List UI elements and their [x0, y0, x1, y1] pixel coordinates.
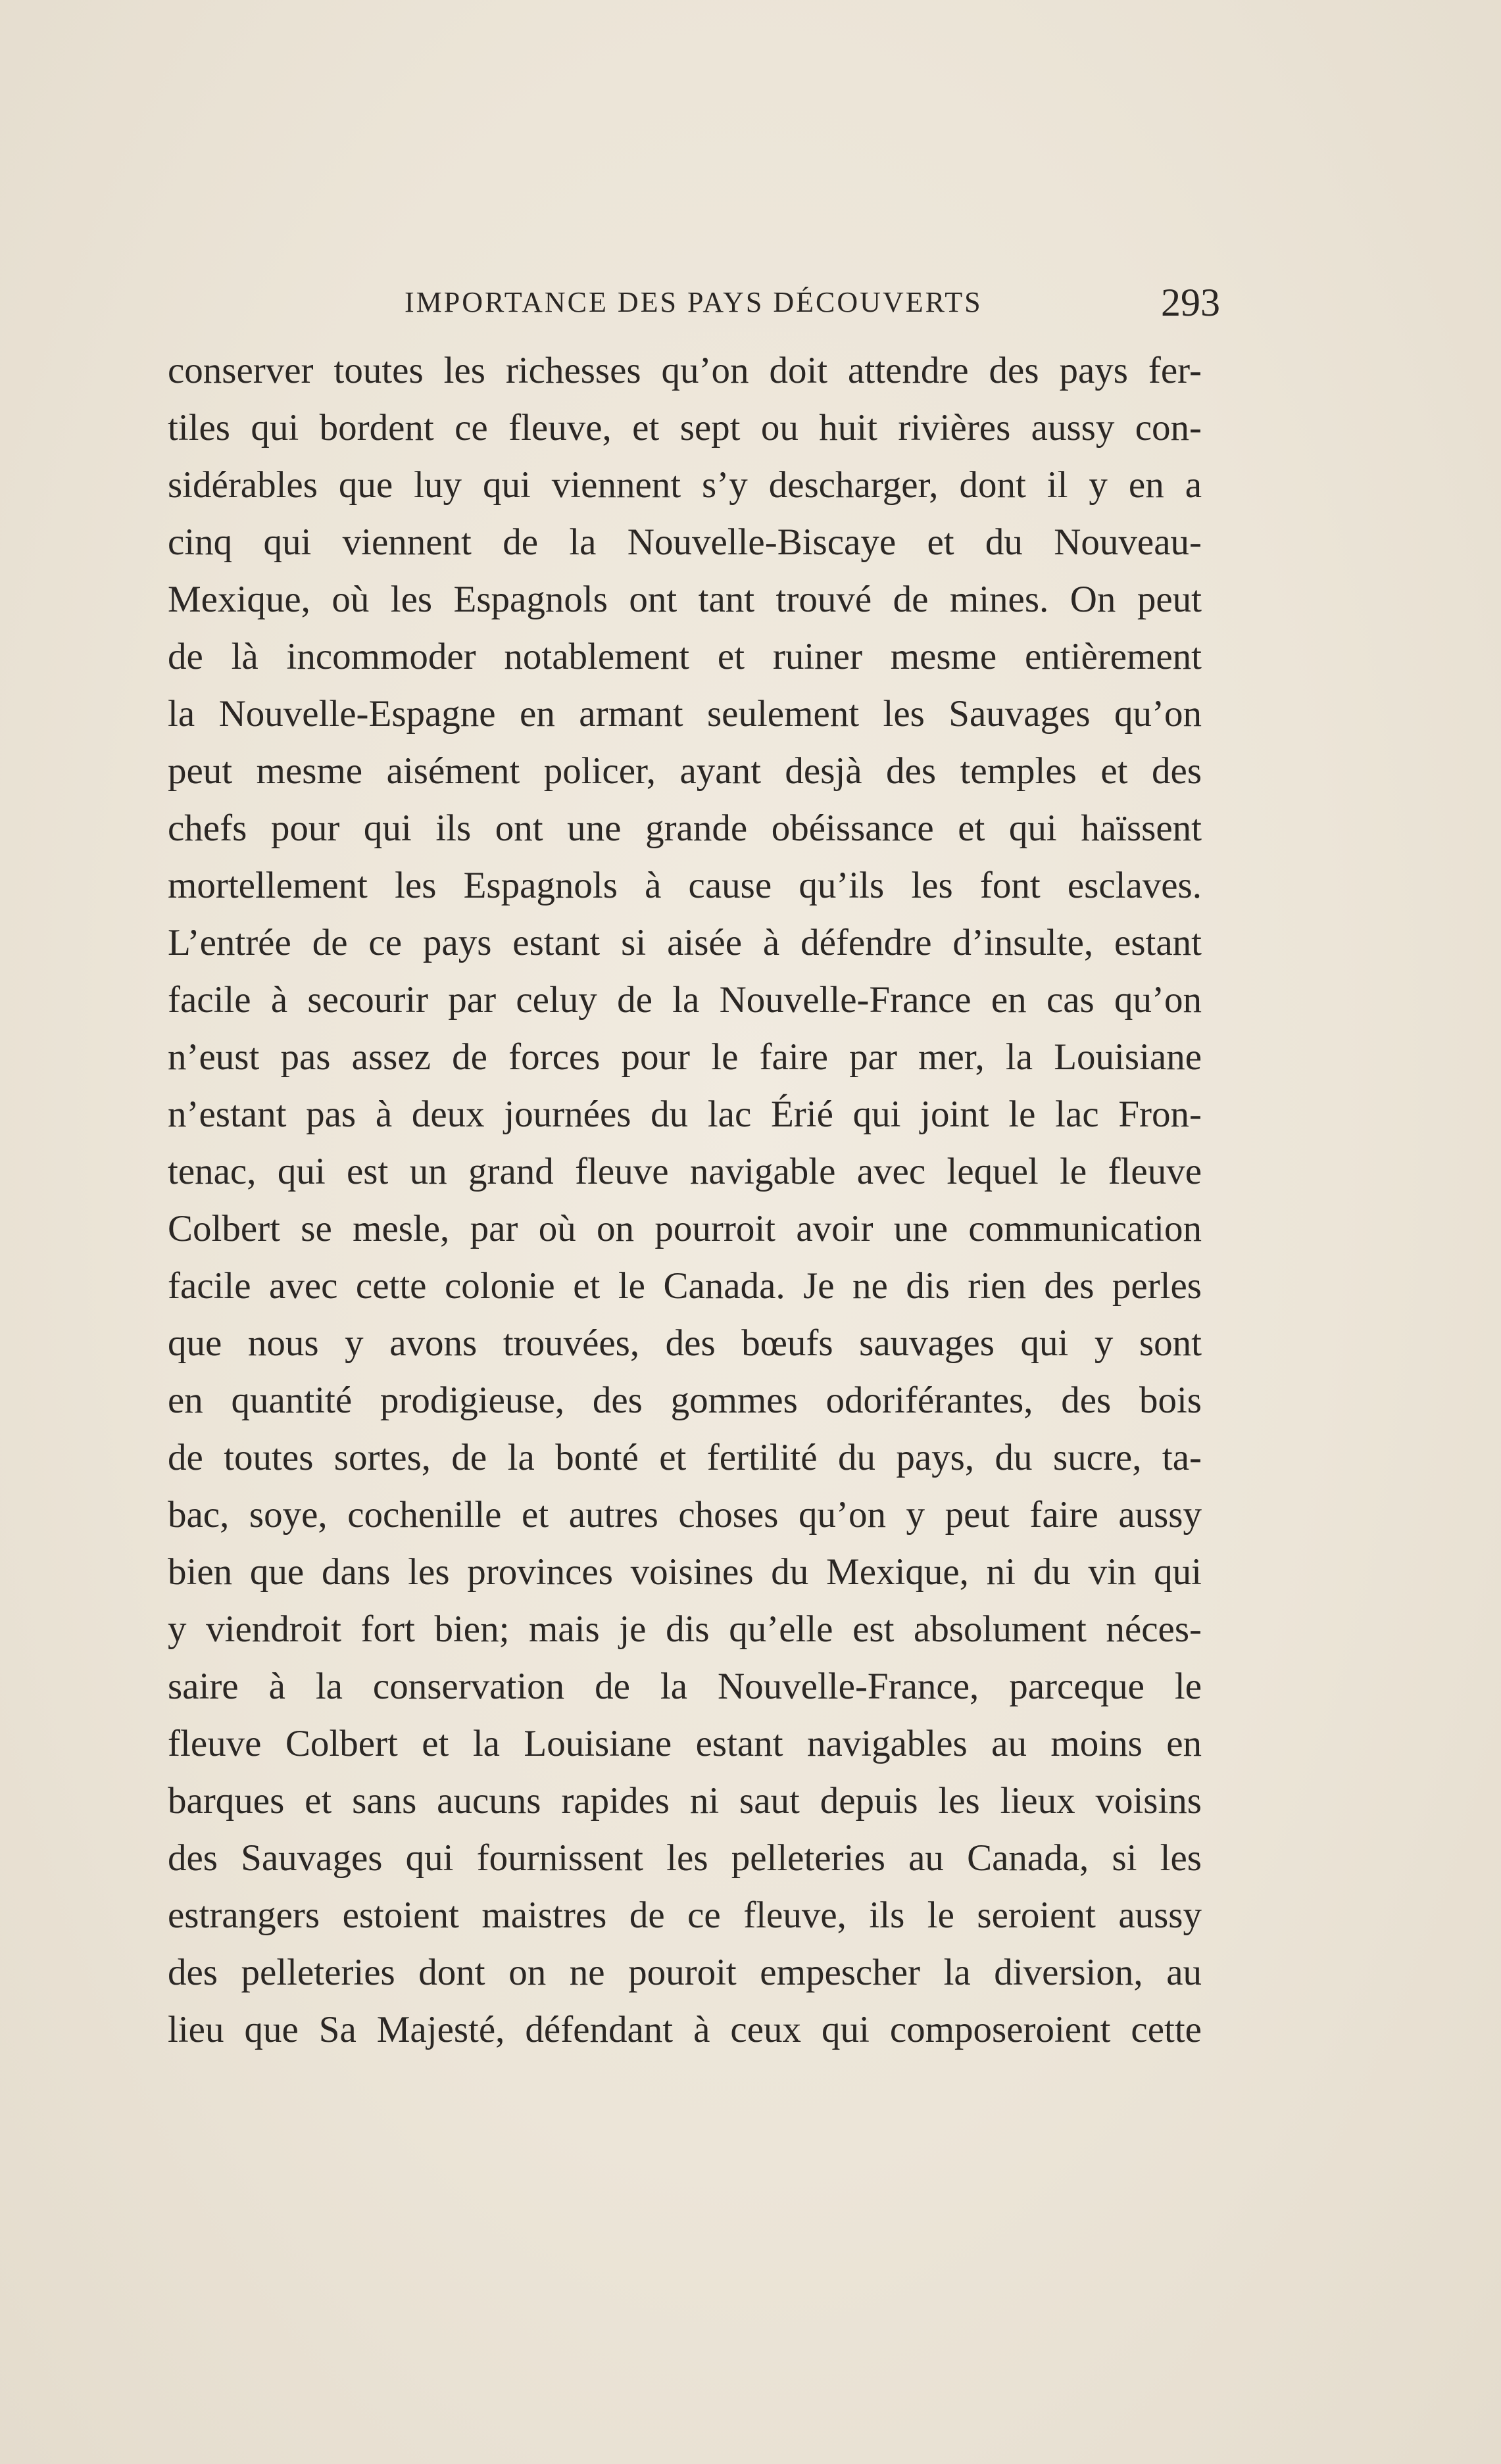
text-line: facile à secourir par celuy de la Nouvelle-France en cas qu’on	[168, 979, 1202, 1021]
text-line: estrangers estoient maistres de ce fleuve, ils le seroient aussy	[168, 1895, 1202, 1936]
text-line: y viendroit fort bien; mais je dis qu’elle est absolument néces-	[168, 1608, 1202, 1650]
text-line: chefs pour qui ils ont une grande obéissance et qui haïssent	[168, 808, 1202, 849]
text-line: en quantité prodigieuse, des gommes odoriférantes, des bois	[168, 1380, 1202, 1421]
text-line: barques et sans aucuns rapides ni saut depuis les lieux voisins	[168, 1780, 1202, 1822]
text-line: bien que dans les provinces voisines du Mexique, ni du vin qui	[168, 1551, 1202, 1593]
page-number: 293	[1161, 281, 1220, 324]
text-line: Colbert se mesle, par où on pourroit avoir une communication	[168, 1208, 1202, 1249]
text-line: L’entrée de ce pays estant si aisée à défendre d’insulte, estant	[168, 922, 1202, 963]
text-line: que nous y avons trouvées, des bœufs sauvages qui y sont	[168, 1322, 1202, 1364]
text-line: n’eust pas assez de forces pour le faire par mer, la Louisiane	[168, 1036, 1202, 1078]
text-line: fleuve Colbert et la Louisiane estant navigables au moins en	[168, 1723, 1202, 1764]
text-line: conserver toutes les richesses qu’on doit attendre des pays fer-	[168, 350, 1202, 391]
text-line: de toutes sortes, de la bonté et fertilité du pays, du sucre, ta-	[168, 1437, 1202, 1478]
text-line: la Nouvelle-Espagne en armant seulement les Sauvages qu’on	[168, 693, 1202, 735]
text-line: tiles qui bordent ce fleuve, et sept ou huit rivières aussy con-	[168, 407, 1202, 448]
text-line: des pelleteries dont on ne pouroit empescher la diversion, au	[168, 1952, 1202, 1993]
running-head	[405, 276, 1220, 329]
text-line: lieu que Sa Majesté, défendant à ceux qui composeroient cette	[168, 2009, 1202, 2050]
text-line: facile avec cette colonie et le Canada. Je ne dis rien des perles	[168, 1265, 1202, 1307]
text-line: Mexique, où les Espagnols ont tant trouvé de mines. On peut	[168, 579, 1202, 620]
body-text	[168, 342, 1202, 2058]
running-title: IMPORTANCE DES PAYS DÉCOUVERTS	[405, 286, 983, 318]
text-line: sidérables que luy qui viennent s’y descharger, dont il y en a	[168, 464, 1202, 506]
text-line: bac, soye, cochenille et autres choses qu’on y peut faire aussy	[168, 1494, 1202, 1535]
text-line: cinq qui viennent de la Nouvelle-Biscaye et du Nouveau-	[168, 521, 1202, 563]
text-line: mortellement les Espagnols à cause qu’ils les font esclaves.	[168, 865, 1202, 906]
text-line: saire à la conservation de la Nouvelle-France, parceque le	[168, 1666, 1202, 1707]
text-line: tenac, qui est un grand fleuve navigable avec lequel le fleuve	[168, 1151, 1202, 1192]
text-line: des Sauvages qui fournissent les pelleteries au Canada, si les	[168, 1837, 1202, 1879]
text-line: peut mesme aisément policer, ayant desjà des temples et des	[168, 750, 1202, 792]
text-line: n’estant pas à deux journées du lac Érié qui joint le lac Fron-	[168, 1094, 1202, 1135]
text-line: de là incommoder notablement et ruiner mesme entièrement	[168, 636, 1202, 677]
